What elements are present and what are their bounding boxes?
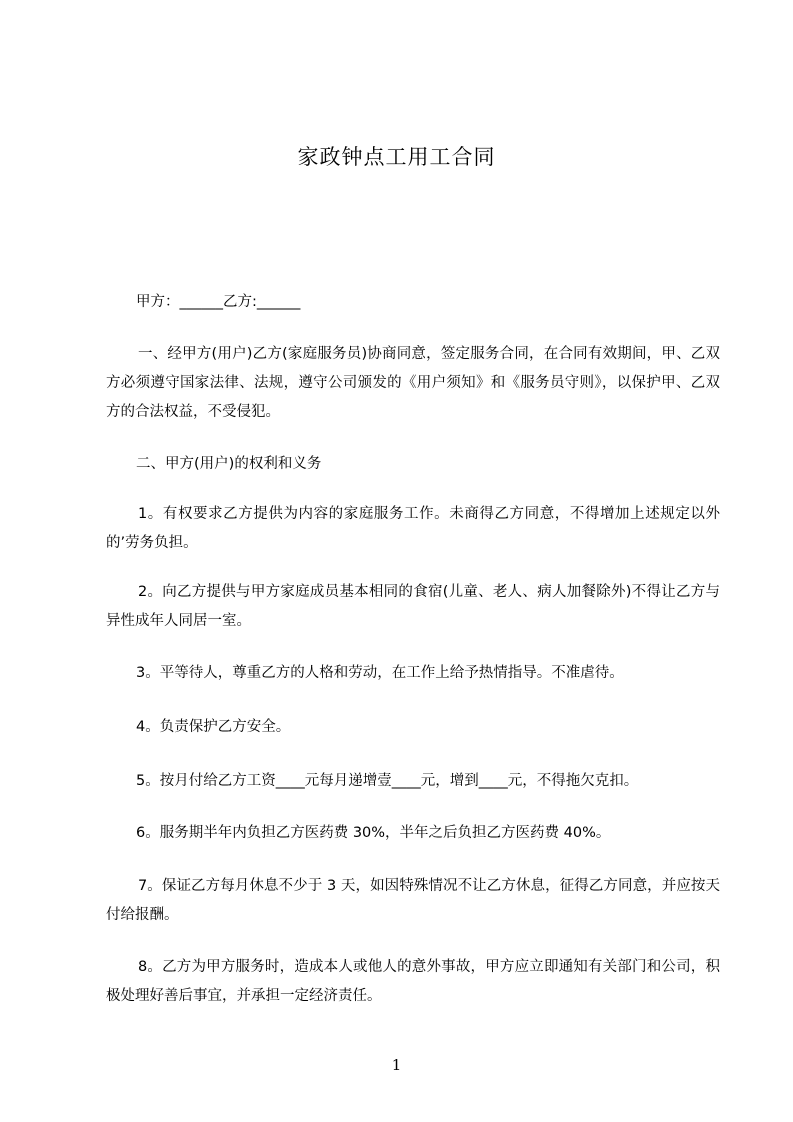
party-a-item-5: 5。按月付给乙方工资____元每月递增壹____元，增到____元，不得拖欠克扣。 — [136, 773, 639, 789]
party-a-item-1: 1。有权要求乙方提供为内容的家庭服务工作。未商得乙方同意，不得增加上述规定以外的’劳务负担。 — [106, 506, 720, 551]
party-a-item-8: 8。乙方为甲方服务时，造成本人或他人的意外事故，甲方应立即通知有关部门和公司，积极处理好善后事宜，并承担一定经济责任。 — [106, 959, 720, 1004]
party-a-item-6: 6。服务期半年内负担乙方医药费 30%，半年之后负担乙方医药费 40%。 — [136, 825, 611, 841]
section-heading-party-a: 二、甲方(用户)的权利和义务 — [136, 456, 322, 472]
party-a-item-4: 4。负责保护乙方安全。 — [136, 719, 291, 735]
document-title: 家政钟点工用工合同 — [297, 145, 496, 169]
page-number: 1 — [391, 1056, 402, 1074]
party-a-item-7: 7。保证乙方每月休息不少于 3 天，如因特殊情况不让乙方休息，征得乙方同意，并应按天付给报酬。 — [106, 878, 720, 923]
clause-1-general: 一、经甲方(用户)乙方(家庭服务员)协商同意，签定服务合同，在合同有效期间，甲、乙双方必须遵守国家法律、法规，遵守公司颁发的《用户须知》和《服务员守则》，以保护甲、乙双方的合法权益，不受侵犯。 — [106, 346, 720, 420]
parties-line: 甲方：______乙方:______ — [136, 294, 301, 310]
party-a-item-2: 2。向乙方提供与甲方家庭成员基本相同的食宿(儿童、老人、病人加餐除外)不得让乙方与异性成年人同居一室。 — [106, 584, 720, 629]
party-a-item-3: 3。平等待人，尊重乙方的人格和劳动，在工作上给予热情指导。不准虐待。 — [136, 665, 624, 681]
